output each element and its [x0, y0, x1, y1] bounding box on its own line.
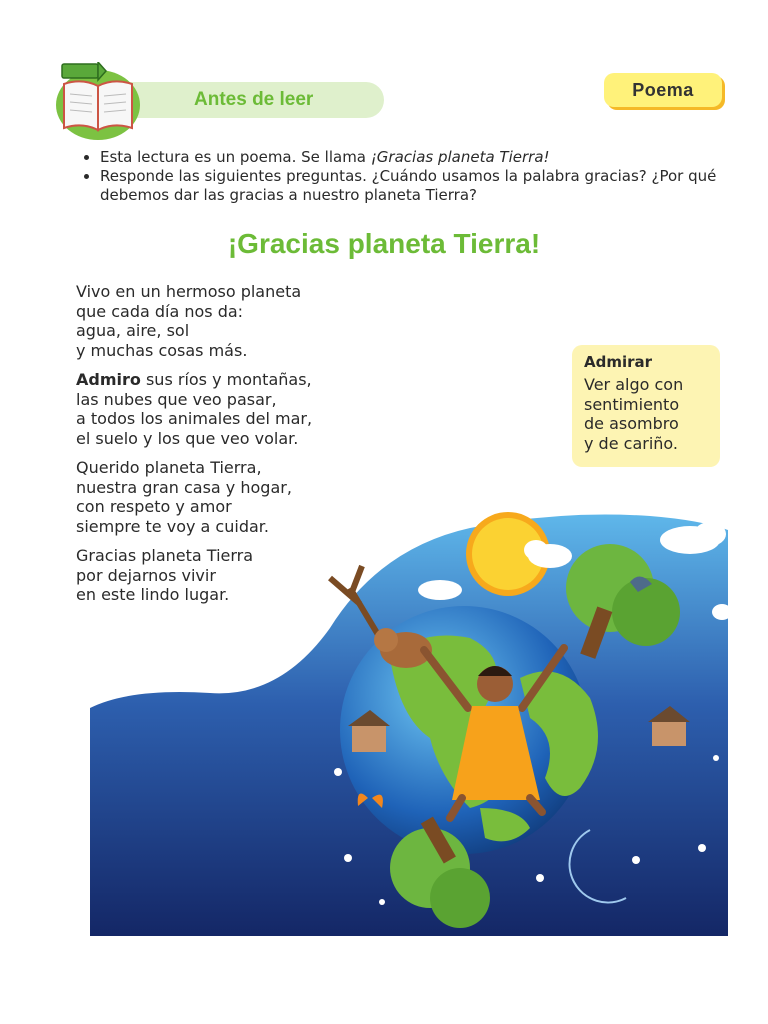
intro-bullets [78, 148, 738, 205]
poem-line: el suelo y los que veo volar. [76, 428, 299, 448]
poem-line [76, 370, 396, 390]
glossary-word: Admiro [76, 370, 141, 389]
poem-line: agua, aire, sol [76, 321, 190, 340]
poem-line: Querido planeta Tierra, [76, 458, 262, 477]
poem-line: en este lindo lugar. [76, 585, 230, 604]
poem-title: ¡Gracias planeta Tierra! [227, 228, 541, 259]
bullet-text: Esta lectura es un poema. Se llama [100, 148, 371, 166]
poem-line: las nubes que veo pasar, [76, 389, 277, 409]
poem-line: a todos los animales del mar, [76, 409, 313, 428]
poem-line: nuestra gran casa y hogar, [76, 477, 292, 497]
bullet-title-italic: ¡Gracias planeta Tierra! [370, 148, 550, 166]
intro-bullet [100, 148, 738, 167]
intro-bullet: • Responde las siguientes preguntas. ¿Cuándo usamos la palabra gracias? ¿Por qué debemos dar las gracias a nuestro planeta Tierra? [100, 167, 738, 205]
stanza [76, 370, 396, 448]
poem-line: Vivo en un hermoso planeta [76, 282, 302, 301]
definition-line: de asombro [584, 414, 679, 433]
definition-line: Ver algo con [584, 375, 684, 394]
poema-tag: Poema [604, 73, 722, 107]
definition-line: y de cariño. [584, 433, 678, 453]
poem-line: con respeto y amor [76, 497, 232, 516]
glossary-term: Admirar [584, 353, 653, 371]
poem-line: y muchas cosas más. [76, 340, 248, 360]
poem-line: por dejarnos vivir [76, 565, 216, 585]
definition-line: sentimiento [584, 394, 680, 414]
open-book-icon [56, 62, 146, 142]
glossary-box [572, 345, 720, 467]
antes-de-leer-label: Antes de leer [194, 89, 314, 110]
glossary-definition [584, 375, 708, 453]
poem-line: que cada día nos da: [76, 301, 244, 321]
poem-line-rest: sus ríos y montañas, [140, 370, 312, 389]
poem-line: siempre te voy a cuidar. [76, 516, 269, 536]
earth-illustration [90, 508, 728, 936]
poem-line: Gracias planeta Tierra [76, 546, 254, 565]
stanza [76, 282, 396, 360]
